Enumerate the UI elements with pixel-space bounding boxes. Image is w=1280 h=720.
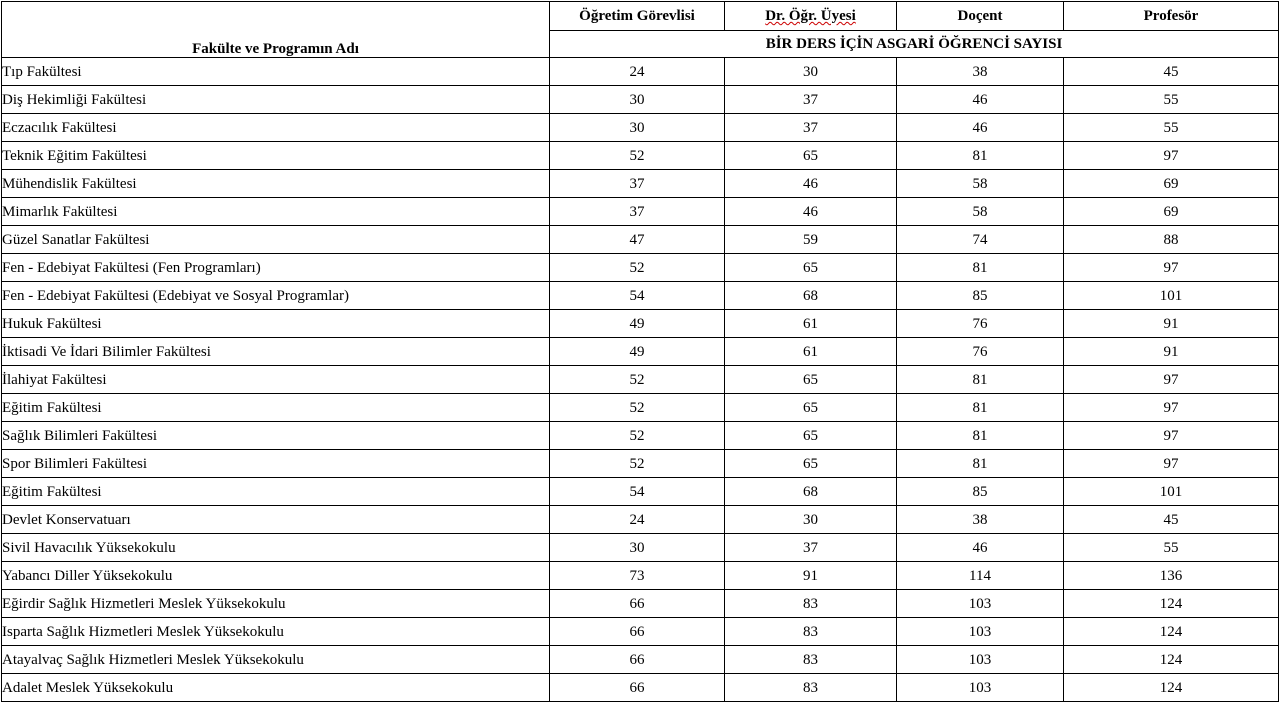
value-cell: 76	[897, 310, 1064, 338]
faculty-name-cell: Mimarlık Fakültesi	[2, 198, 550, 226]
faculty-column-header: Fakülte ve Programın Adı	[2, 2, 550, 58]
table-row	[2, 338, 1279, 366]
value-cell: 59	[725, 226, 897, 254]
value-cell: 52	[550, 450, 725, 478]
table-row	[2, 394, 1279, 422]
value-cell: 65	[725, 450, 897, 478]
minimum-students-table	[1, 1, 1279, 702]
table-row	[2, 254, 1279, 282]
table-row	[2, 366, 1279, 394]
table-caption: BİR DERS İÇİN ASGARİ ÖĞRENCİ SAYISI	[550, 31, 1279, 58]
value-cell: 46	[897, 86, 1064, 114]
value-cell: 66	[550, 674, 725, 702]
table-body	[2, 58, 1279, 702]
value-cell: 124	[1064, 618, 1279, 646]
table-row	[2, 114, 1279, 142]
value-cell: 85	[897, 478, 1064, 506]
faculty-name-cell: Eğitim Fakültesi	[2, 394, 550, 422]
value-cell: 46	[897, 114, 1064, 142]
value-cell: 81	[897, 422, 1064, 450]
value-cell: 58	[897, 198, 1064, 226]
table-row	[2, 282, 1279, 310]
table-row	[2, 506, 1279, 534]
value-cell: 103	[897, 646, 1064, 674]
value-cell: 61	[725, 338, 897, 366]
faculty-name-cell: Teknik Eğitim Fakültesi	[2, 142, 550, 170]
faculty-name-cell: Spor Bilimleri Fakültesi	[2, 450, 550, 478]
value-cell: 65	[725, 366, 897, 394]
value-cell: 124	[1064, 646, 1279, 674]
value-cell: 83	[725, 618, 897, 646]
value-cell: 91	[725, 562, 897, 590]
value-cell: 88	[1064, 226, 1279, 254]
table-row	[2, 562, 1279, 590]
value-cell: 52	[550, 394, 725, 422]
table-row	[2, 310, 1279, 338]
table-row	[2, 674, 1279, 702]
faculty-name-cell: Eğirdir Sağlık Hizmetleri Meslek Yüksekokulu	[2, 590, 550, 618]
value-cell: 46	[897, 534, 1064, 562]
value-cell: 97	[1064, 450, 1279, 478]
faculty-name-cell: Isparta Sağlık Hizmetleri Meslek Yüksekokulu	[2, 618, 550, 646]
value-cell: 54	[550, 282, 725, 310]
value-cell: 91	[1064, 310, 1279, 338]
value-cell: 49	[550, 310, 725, 338]
value-cell: 68	[725, 282, 897, 310]
value-cell: 30	[725, 58, 897, 86]
value-cell: 55	[1064, 86, 1279, 114]
faculty-name-cell: İlahiyat Fakültesi	[2, 366, 550, 394]
column-header-associate-professor: Doçent	[897, 2, 1064, 31]
value-cell: 24	[550, 58, 725, 86]
column-header-professor: Profesör	[1064, 2, 1279, 31]
value-cell: 61	[725, 310, 897, 338]
table-row	[2, 646, 1279, 674]
table-row	[2, 86, 1279, 114]
faculty-name-cell: Sivil Havacılık Yüksekokulu	[2, 534, 550, 562]
value-cell: 83	[725, 674, 897, 702]
table-row	[2, 534, 1279, 562]
value-cell: 65	[725, 142, 897, 170]
value-cell: 66	[550, 590, 725, 618]
value-cell: 101	[1064, 478, 1279, 506]
faculty-name-cell: Yabancı Diller Yüksekokulu	[2, 562, 550, 590]
value-cell: 47	[550, 226, 725, 254]
value-cell: 45	[1064, 58, 1279, 86]
value-cell: 74	[897, 226, 1064, 254]
value-cell: 30	[550, 86, 725, 114]
table-row	[2, 226, 1279, 254]
faculty-name-cell: Güzel Sanatlar Fakültesi	[2, 226, 550, 254]
value-cell: 65	[725, 394, 897, 422]
table-row	[2, 618, 1279, 646]
faculty-name-cell: Fen - Edebiyat Fakültesi (Fen Programları)	[2, 254, 550, 282]
table-row	[2, 450, 1279, 478]
value-cell: 76	[897, 338, 1064, 366]
table-row	[2, 170, 1279, 198]
value-cell: 52	[550, 422, 725, 450]
value-cell: 37	[725, 86, 897, 114]
faculty-name-cell: Eğitim Fakültesi	[2, 478, 550, 506]
table-row	[2, 58, 1279, 86]
value-cell: 81	[897, 254, 1064, 282]
table-row	[2, 142, 1279, 170]
value-cell: 24	[550, 506, 725, 534]
value-cell: 30	[550, 534, 725, 562]
value-cell: 55	[1064, 114, 1279, 142]
value-cell: 97	[1064, 366, 1279, 394]
value-cell: 69	[1064, 170, 1279, 198]
faculty-name-cell: Fen - Edebiyat Fakültesi (Edebiyat ve Sosyal Programlar)	[2, 282, 550, 310]
value-cell: 46	[725, 170, 897, 198]
table-row	[2, 422, 1279, 450]
value-cell: 58	[897, 170, 1064, 198]
value-cell: 54	[550, 478, 725, 506]
value-cell: 124	[1064, 590, 1279, 618]
value-cell: 81	[897, 450, 1064, 478]
value-cell: 37	[725, 114, 897, 142]
value-cell: 83	[725, 646, 897, 674]
faculty-name-cell: Atayalvaç Sağlık Hizmetleri Meslek Yüksekokulu	[2, 646, 550, 674]
faculty-name-cell: Eczacılık Fakültesi	[2, 114, 550, 142]
value-cell: 45	[1064, 506, 1279, 534]
table-row	[2, 590, 1279, 618]
value-cell: 103	[897, 618, 1064, 646]
value-cell: 103	[897, 590, 1064, 618]
value-cell: 97	[1064, 422, 1279, 450]
value-cell: 97	[1064, 394, 1279, 422]
column-header-lecturer: Öğretim Görevlisi	[550, 2, 725, 31]
table-row	[2, 478, 1279, 506]
value-cell: 46	[725, 198, 897, 226]
faculty-name-cell: İktisadi Ve İdari Bilimler Fakültesi	[2, 338, 550, 366]
value-cell: 52	[550, 142, 725, 170]
value-cell: 30	[550, 114, 725, 142]
value-cell: 65	[725, 422, 897, 450]
faculty-name-cell: Devlet Konservatuarı	[2, 506, 550, 534]
value-cell: 81	[897, 394, 1064, 422]
value-cell: 69	[1064, 198, 1279, 226]
value-cell: 52	[550, 254, 725, 282]
value-cell: 136	[1064, 562, 1279, 590]
value-cell: 101	[1064, 282, 1279, 310]
value-cell: 38	[897, 58, 1064, 86]
faculty-name-cell: Adalet Meslek Yüksekokulu	[2, 674, 550, 702]
value-cell: 81	[897, 366, 1064, 394]
value-cell: 65	[725, 254, 897, 282]
value-cell: 124	[1064, 674, 1279, 702]
faculty-name-cell: Tıp Fakültesi	[2, 58, 550, 86]
value-cell: 37	[550, 198, 725, 226]
value-cell: 37	[725, 534, 897, 562]
value-cell: 91	[1064, 338, 1279, 366]
value-cell: 114	[897, 562, 1064, 590]
value-cell: 85	[897, 282, 1064, 310]
value-cell: 83	[725, 590, 897, 618]
value-cell: 73	[550, 562, 725, 590]
faculty-name-cell: Mühendislik Fakültesi	[2, 170, 550, 198]
value-cell: 103	[897, 674, 1064, 702]
faculty-name-cell: Diş Hekimliği Fakültesi	[2, 86, 550, 114]
value-cell: 68	[725, 478, 897, 506]
value-cell: 97	[1064, 142, 1279, 170]
faculty-name-cell: Hukuk Fakültesi	[2, 310, 550, 338]
value-cell: 30	[725, 506, 897, 534]
value-cell: 66	[550, 618, 725, 646]
value-cell: 66	[550, 646, 725, 674]
column-header-assistant-professor: Dr. Öğr. Üyesi	[725, 2, 897, 31]
value-cell: 49	[550, 338, 725, 366]
value-cell: 37	[550, 170, 725, 198]
value-cell: 55	[1064, 534, 1279, 562]
value-cell: 97	[1064, 254, 1279, 282]
value-cell: 52	[550, 366, 725, 394]
faculty-name-cell: Sağlık Bilimleri Fakültesi	[2, 422, 550, 450]
value-cell: 38	[897, 506, 1064, 534]
table-row	[2, 198, 1279, 226]
value-cell: 81	[897, 142, 1064, 170]
